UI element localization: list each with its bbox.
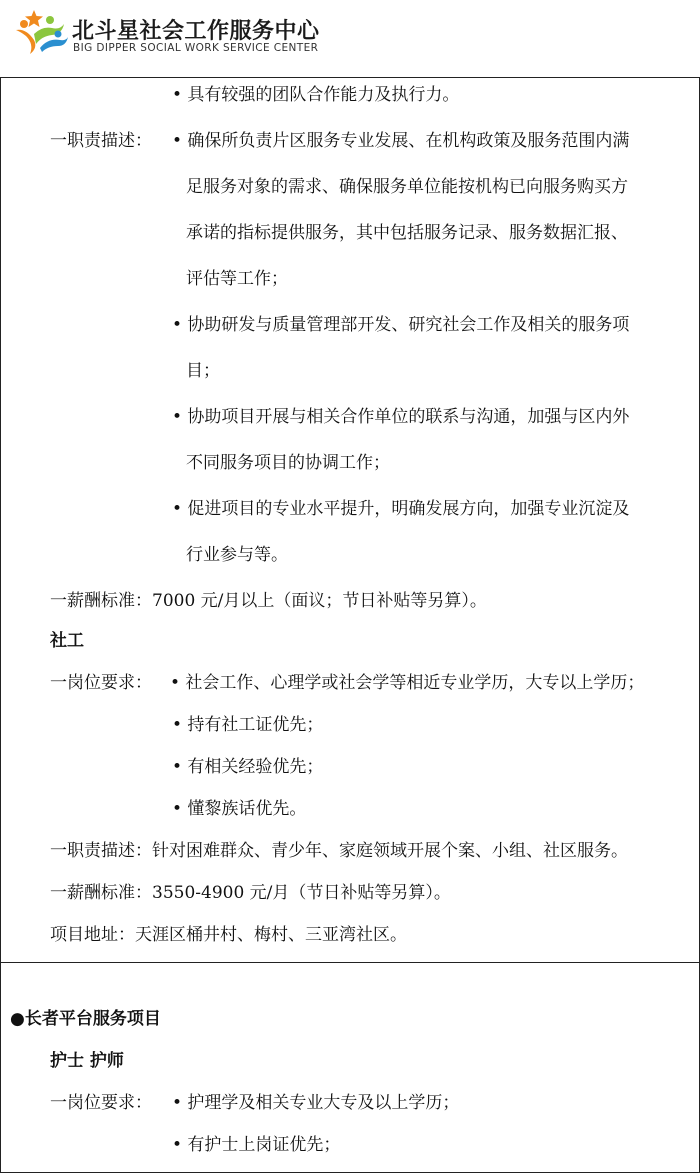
brand-name-chinese: 北斗星社会工作服务中心 xyxy=(72,19,320,44)
requirement-item-1: • 社会工作、心理学或社会学等相近专业学历，大专以上学历； xyxy=(170,673,645,693)
requirement-label: 一岗位要求： xyxy=(50,673,152,693)
project-address: 项目地址：天涯区桶井村、梅村、三亚湾社区。 xyxy=(50,925,407,945)
duty-item-3-cont: 不同服务项目的协调工作； xyxy=(186,453,390,473)
duty-description: 一职责描述：针对困难群众、青少年、家庭领域开展个案、小组、社区服务。 xyxy=(50,841,628,861)
duty-item-4: • 促进项目的专业水平提升，明确发展方向，加强专业沉淀及 xyxy=(172,499,630,519)
job-title-social-worker: 社工 xyxy=(50,631,84,651)
salary-line-1: 一薪酬标准：7000 元/月以上（面议；节日补贴等另算）。 xyxy=(50,591,487,611)
requirement-item-3: • 有相关经验优先； xyxy=(172,757,324,777)
duty-item-3: • 协助项目开展与相关合作单位的联系与沟通，加强与区内外 xyxy=(172,407,630,427)
duty-item-1-cont-1: 足服务对象的需求、确保服务单位能按机构已向服务购买方 xyxy=(186,177,628,197)
duty-label: 一职责描述： xyxy=(50,131,152,151)
requirement-item-4: • 懂黎族话优先。 xyxy=(172,799,307,819)
duty-item-2: • 协助研发与质量管理部开发、研究社会工作及相关的服务项 xyxy=(172,315,630,335)
duty-item-1-cont-2: 承诺的指标提供服务，其中包括服务记录、服务数据汇报、 xyxy=(186,223,628,243)
big-dipper-logo-icon xyxy=(12,4,72,56)
nurse-requirement-label: 一岗位要求： xyxy=(50,1093,152,1113)
duty-item-2-cont: 目； xyxy=(186,361,220,381)
duty-item-4-cont: 行业参与等。 xyxy=(186,545,288,565)
requirement-item-2: • 持有社工证优先； xyxy=(172,715,324,735)
section-heading-elderly-platform: ●长者平台服务项目 xyxy=(10,1009,161,1029)
nurse-requirement-item-1: • 护理学及相关专业大专及以上学历； xyxy=(172,1093,460,1113)
requirement-teamwork: • 具有较强的团队合作能力及执行力。 xyxy=(172,85,460,105)
nurse-requirement-item-2: • 有护士上岗证优先； xyxy=(172,1135,341,1155)
job-listing-box-1 xyxy=(0,77,700,963)
job-title-nurse: 护士 护师 xyxy=(50,1051,124,1071)
duty-item-1-cont-3: 评估等工作； xyxy=(186,269,288,289)
brand-name-english: BIG DIPPER SOCIAL WORK SERVICE CENTER xyxy=(73,42,319,54)
salary-line-2: 一薪酬标准：3550-4900 元/月（节日补贴等另算）。 xyxy=(50,883,451,903)
duty-item-1: • 确保所负责片区服务专业发展、在机构政策及服务范围内满 xyxy=(172,131,630,151)
page-header xyxy=(0,0,700,76)
